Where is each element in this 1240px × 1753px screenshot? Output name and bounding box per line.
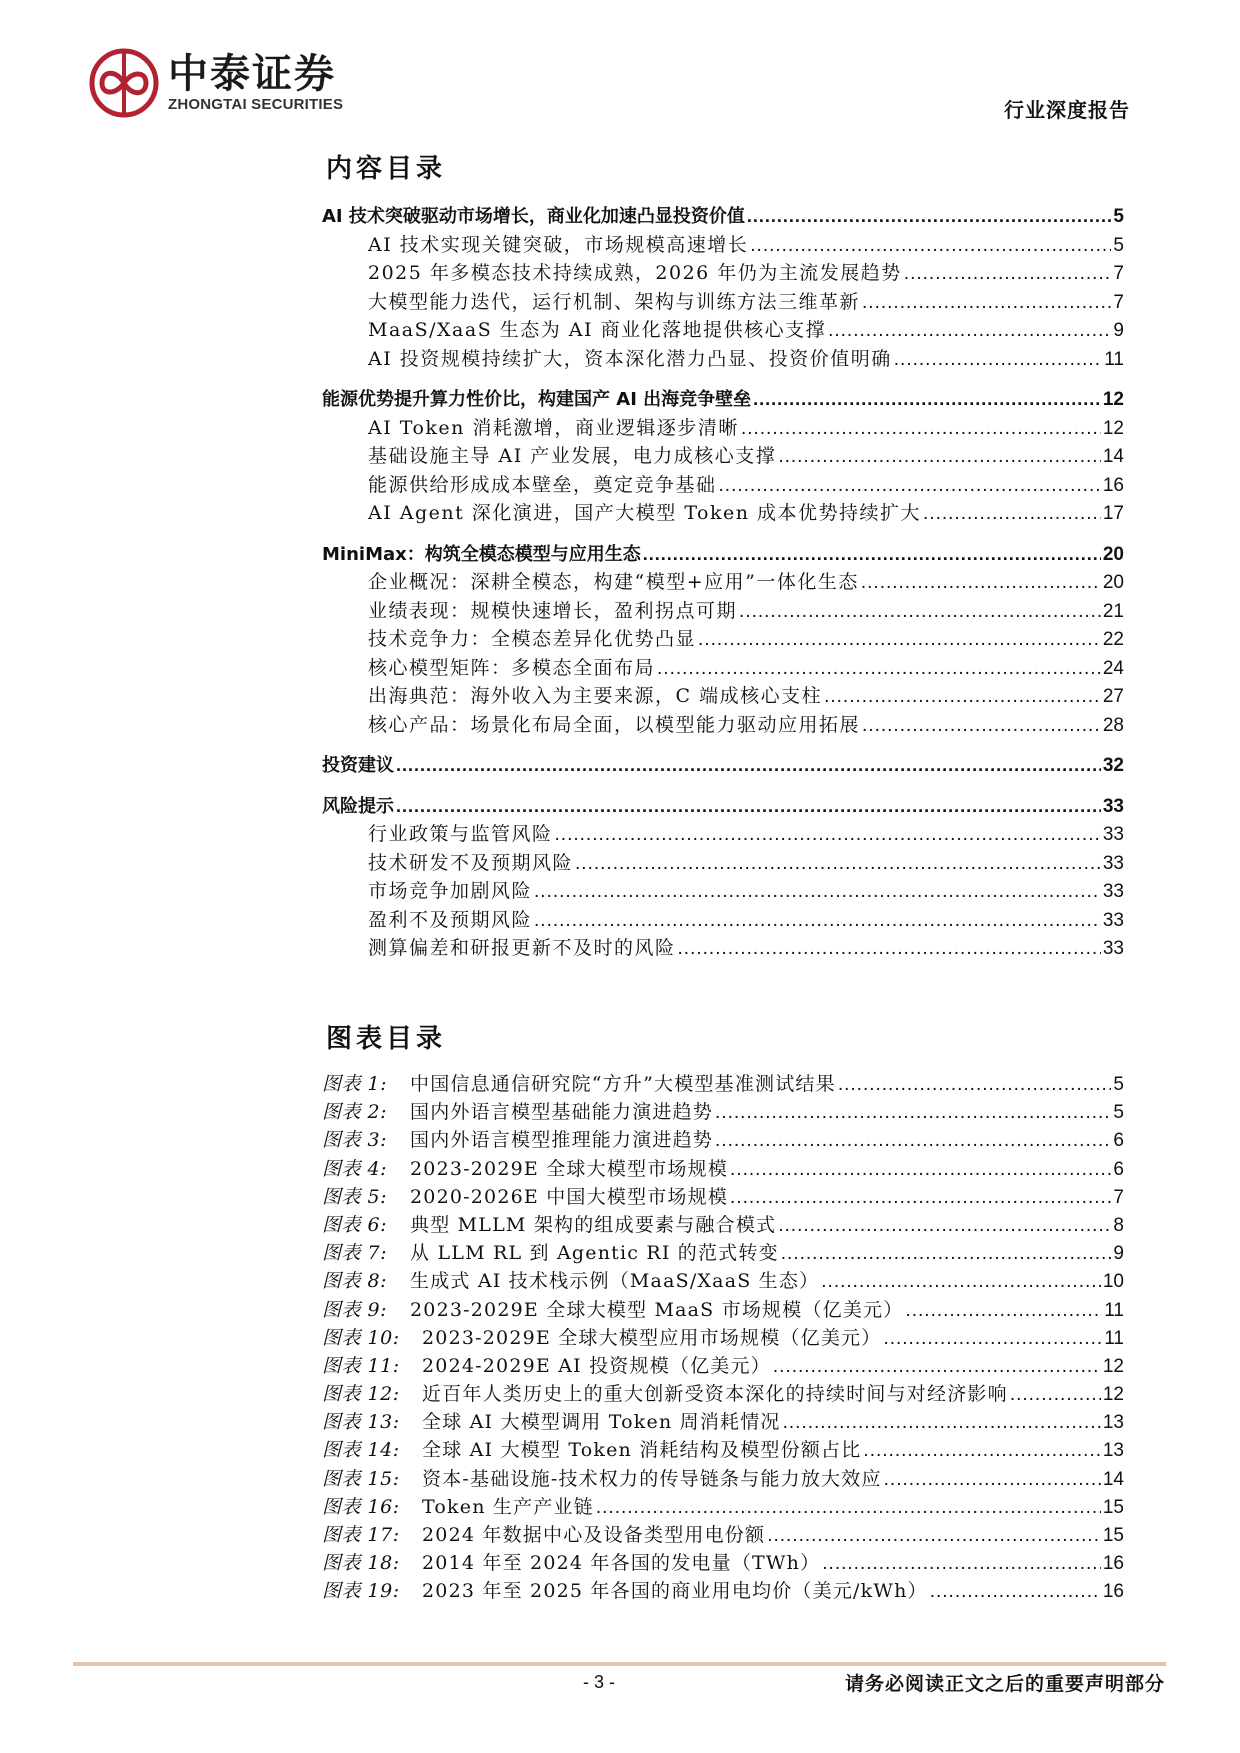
toc-entry[interactable]: AI 技术实现关键突破，市场规模高速增长 ..... 5 bbox=[322, 231, 1124, 260]
toc-entry[interactable]: 能源供给形成成本壁垒，奠定竞争基础 ..... 16 bbox=[322, 471, 1124, 500]
toc-entry[interactable]: 核心模型矩阵：多模态全面布局 ..... 24 bbox=[322, 654, 1124, 683]
toc-entry[interactable]: 技术竞争力：全模态差异化优势凸显 ..... 22 bbox=[322, 625, 1124, 654]
figures-toc-title: 图表目录 bbox=[326, 1024, 447, 1054]
figure-entry[interactable]: 图表 17: 2024 年数据中心及设备类型用电份额 ..... 15 bbox=[322, 1521, 1124, 1549]
toc-entry[interactable]: MaaS/XaaS 生态为 AI 商业化落地提供核心支撑 ..... 9 bbox=[322, 316, 1124, 345]
figure-entry[interactable]: 图表 4: 2023-2029E 全球大模型市场规模 ..... 6 bbox=[322, 1155, 1124, 1183]
toc-entry[interactable]: 2025 年多模态技术持续成熟，2026 年仍为主流发展趋势 ..... 7 bbox=[322, 259, 1124, 288]
figure-entry[interactable]: 图表 1: 中国信息通信研究院“方升”大模型基准测试结果 ..... 5 bbox=[322, 1070, 1124, 1098]
figure-entry[interactable]: 图表 8: 生成式 AI 技术栈示例（MaaS/XaaS 生态） ..... 10 bbox=[322, 1267, 1124, 1295]
table-of-contents bbox=[322, 202, 1124, 963]
toc-entry[interactable]: 基础设施主导 AI 产业发展，电力成核心支撑 ..... 14 bbox=[322, 442, 1124, 471]
toc-entry[interactable]: 市场竞争加剧风险 ..... 33 bbox=[322, 877, 1124, 906]
footer-divider bbox=[73, 1662, 1166, 1666]
company-logo bbox=[88, 47, 343, 119]
zhongtai-logo-icon bbox=[88, 47, 160, 119]
toc-entry[interactable]: 能源优势提升算力性价比，构建国产 AI 出海竞争壁垒 ..... 12 bbox=[322, 385, 1124, 414]
toc-entry[interactable]: AI 投资规模持续扩大，资本深化潜力凸显、投资价值明确 ..... 11 bbox=[322, 345, 1124, 374]
figure-entry[interactable]: 图表 18: 2014 年至 2024 年各国的发电量（TWh） ..... 16 bbox=[322, 1549, 1124, 1577]
figure-entry[interactable]: 图表 16: Token 生产产业链 ..... 15 bbox=[322, 1493, 1124, 1521]
figure-entry[interactable]: 图表 7: 从 LLM RL 到 Agentic RI 的范式转变 ..... 9 bbox=[322, 1239, 1124, 1267]
figure-entry[interactable]: 图表 15: 资本-基础设施-技术权力的传导链条与能力放大效应 ..... 14 bbox=[322, 1465, 1124, 1493]
toc-entry[interactable]: 大模型能力迭代，运行机制、架构与训练方法三维革新 ..... 7 bbox=[322, 288, 1124, 317]
toc-entry[interactable]: AI Agent 深化演进，国产大模型 Token 成本优势持续扩大 ..... 17 bbox=[322, 499, 1124, 528]
toc-entry[interactable]: 行业政策与监管风险 ..... 33 bbox=[322, 820, 1124, 849]
toc-entry[interactable]: 投资建议 ..... 32 bbox=[322, 751, 1124, 780]
figure-entry[interactable]: 图表 6: 典型 MLLM 架构的组成要素与融合模式 ..... 8 bbox=[322, 1211, 1124, 1239]
figure-entry[interactable]: 图表 19: 2023 年至 2025 年各国的商业用电均价（美元/kWh） ..... 16 bbox=[322, 1577, 1124, 1605]
brand-name-en: ZHONGTAI SECURITIES bbox=[168, 96, 344, 113]
brand-name-cn: 中泰证券 bbox=[168, 51, 336, 97]
figure-entry[interactable]: 图表 9: 2023-2029E 全球大模型 MaaS 市场规模（亿美元） ..... 11 bbox=[322, 1296, 1124, 1324]
toc-entry[interactable]: AI Token 消耗激增，商业逻辑逐步清晰 ..... 12 bbox=[322, 414, 1124, 443]
figure-entry[interactable]: 图表 12: 近百年人类历史上的重大创新受资本深化的持续时间与对经济影响 ..... 12 bbox=[322, 1380, 1124, 1408]
figure-entry[interactable]: 图表 10: 2023-2029E 全球大模型应用市场规模（亿美元） ..... 11 bbox=[322, 1324, 1124, 1352]
figure-entry[interactable]: 图表 14: 全球 AI 大模型 Token 消耗结构及模型份额占比 ..... 13 bbox=[322, 1436, 1124, 1464]
figure-entry[interactable]: 图表 2: 国内外语言模型基础能力演进趋势 ..... 5 bbox=[322, 1098, 1124, 1126]
toc-entry[interactable]: 盈利不及预期风险 ..... 33 bbox=[322, 906, 1124, 935]
toc-entry[interactable]: 企业概况：深耕全模态，构建“模型+应用”一体化生态 ..... 20 bbox=[322, 568, 1124, 597]
toc-entry[interactable]: 风险提示 ..... 33 bbox=[322, 792, 1124, 821]
page-number: - 3 - bbox=[583, 1672, 616, 1692]
toc-title: 内容目录 bbox=[326, 154, 447, 184]
figure-entry[interactable]: 图表 5: 2020-2026E 中国大模型市场规模 ..... 7 bbox=[322, 1183, 1124, 1211]
figure-entry[interactable]: 图表 13: 全球 AI 大模型调用 Token 周消耗情况 ..... 13 bbox=[322, 1408, 1124, 1436]
toc-entry[interactable]: 测算偏差和研报更新不及时的风险 ..... 33 bbox=[322, 934, 1124, 963]
toc-entry[interactable]: 业绩表现：规模快速增长，盈利拐点可期 ..... 21 bbox=[322, 597, 1124, 626]
toc-entry[interactable]: 出海典范：海外收入为主要来源，C 端成核心支柱 ..... 27 bbox=[322, 682, 1124, 711]
report-type-label: 行业深度报告 bbox=[1004, 98, 1130, 122]
toc-entry[interactable]: 核心产品：场景化布局全面，以模型能力驱动应用拓展 ..... 28 bbox=[322, 711, 1124, 740]
toc-entry[interactable]: AI 技术突破驱动市场增长，商业化加速凸显投资价值 ..... 5 bbox=[322, 202, 1124, 231]
figure-entry[interactable]: 图表 3: 国内外语言模型推理能力演进趋势 ..... 6 bbox=[322, 1126, 1124, 1154]
list-of-figures bbox=[322, 1070, 1124, 1606]
disclaimer-note: 请务必阅读正文之后的重要声明部分 bbox=[844, 1673, 1165, 1695]
figure-entry[interactable]: 图表 11: 2024-2029E AI 投资规模（亿美元） ..... 12 bbox=[322, 1352, 1124, 1380]
toc-entry[interactable]: MiniMax：构筑全模态模型与应用生态 ..... 20 bbox=[322, 540, 1124, 569]
toc-entry[interactable]: 技术研发不及预期风险 ..... 33 bbox=[322, 849, 1124, 878]
